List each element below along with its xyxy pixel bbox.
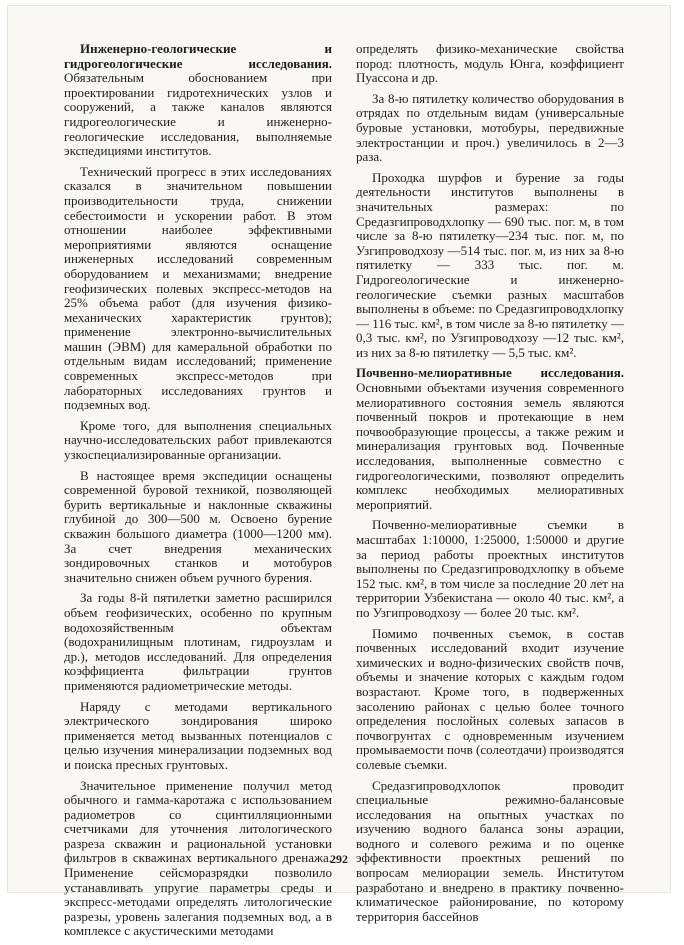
paragraph xyxy=(64,42,332,159)
paragraph-text: Технический прогресс в этих исследованиях сказался в значительном повышении производительности труда, снижении себестоимости и ускорении работ. В этом отношении наиболее эффективными мероприятиями являются оснащение инженерных исследований современным оборудованием и механизмами; внедрение геофизических полевых экспресс-методов на 25% объема работ (для изучения физико-механических характеристик грунтов); применение электронно-вычислительных машин (ЭВМ) для камеральной обработки по отдельным видам исследований; применение современных экспресс-методов при лабораторных исследованиях грунтов и подземных вод. xyxy=(64,163,332,413)
paragraph xyxy=(356,366,624,512)
paragraph-text: Почвенно-мелиоративные съемки в масштабах 1:10000, 1:25000, 1:50000 и другие за период работы проектных институтов выполнены по Средазгипроводхлопку в объеме 152 тыс. км², в том числе за последние 20 лет на территории Узбекистана — около 40 тыс. км², а по Узгипроводхозу — более 20 тыс. км². xyxy=(356,517,624,620)
paragraph xyxy=(64,591,332,693)
paragraph xyxy=(64,469,332,586)
section-heading: Почвенно-мелиоративные исследования. xyxy=(356,365,624,381)
paragraph xyxy=(64,700,332,773)
paragraph-text: Значительное применение получил метод обычного и гамма-каротажа с использованием радиометров со сцинтилляционными счетчиками для уточнения литологического разреза скважин и рациональной установки фильтров в скважинах вертикального дренажа. Применение сейсморазрядки позволило устанавливать упругие параметры среды и экспресс-методами определять литологические разрезы, уровень залегания подземных вод, а в комплексе с акустическими методами xyxy=(64,777,332,939)
paragraph xyxy=(64,419,332,463)
paragraph xyxy=(64,165,332,413)
paragraph xyxy=(356,171,624,361)
page-number: 292 xyxy=(330,852,348,866)
right-column xyxy=(356,42,624,930)
paragraph-text: Основными объектами изучения современного мелиоративного состояния земель являются почвенный покров и протекающие в нем почвообразующие процессы, а также режим и минерализация грунтовых вод. Почвенные исследования, выполненные совместно с гидрогеологическими, позволяют определить комплекс необходимых мелиоративных мероприятий. xyxy=(356,380,624,512)
paragraph xyxy=(356,92,624,165)
left-column xyxy=(64,42,332,945)
paragraph-text: За 8-ю пятилетку количество оборудования в отрядах по отдельным видам (универсальные буровые установки, мотобуры, передвижные электростанции и проч.) увеличилось в 2—3 раза. xyxy=(356,90,624,165)
paragraph-text: Помимо почвенных съемок, в состав почвенных исследований входит изучение химических и водно-физических свойств почв, объемы и значение которых с каждым годом возрастают. Кроме того, в подверженных засолению районах с целью более точного определения послойных солевых запасов в почвогрунтах с одновременным изучением промываемости почв (солеотдачи) производятся солевые съемки. xyxy=(356,625,624,772)
paragraph-text: определять физико-механические свойства пород: плотность, модуль Юнга, коэффициент Пуассона и др. xyxy=(356,41,624,86)
paragraph xyxy=(356,518,624,620)
section-heading: Инженерно-геологические и гидрогеологические исследования. xyxy=(64,41,332,71)
paragraph-text: Средазгипроводхлопок проводит специальные режимно-балансовые исследования на опытных участках по изучению водного баланса зоны аэрации, водного и солевого режима и по оценке эффективности проектных решений по вопросам мелиорации земель. Институтом разработано и внедрено в практику почвенно-климатическое районирование, по которому территория бассейнов xyxy=(356,777,624,924)
paragraph-text: Кроме того, для выполнения специальных научно-исследовательских работ привлекаются узкоспециализированные организации. xyxy=(64,417,332,463)
paragraph-text: За годы 8-й пятилетки заметно расширился объем геофизических, особенно по крупным водохозяйственным объектам (водохранилищным плотинам, гидроузлам и др.), методов исследований. Для определения коэффициента фильтрации грунтов применяются радиометрические методы. xyxy=(64,590,332,693)
document-page xyxy=(8,6,670,939)
paragraph xyxy=(356,627,624,773)
paragraph-text: В настоящее время экспедиции оснащены современной буровой техникой, позволяющей бурить вертикальные и наклонные скважины глубиной до 300—500 м. Освоено бурение скважин большого диаметра (1000—1200 мм). За счет внедрения механических зондировочных станков и мотобуров значительно снижен объем ручного бурения. xyxy=(64,467,332,585)
paragraph-text: Обязательным обоснованием при проектировании гидротехнических узлов и сооружений, а также каналов являются гидрогеологические и инженерно-геологические исследования, выполняемые экспедициями институтов. xyxy=(64,70,332,159)
paragraph xyxy=(356,42,624,86)
paragraph-text: Проходка шурфов и бурение за годы деятельности институтов выполнены в значительных размерах: по Средазгипроводхлопку — 690 тыс. пог. м, в том числе за 8-ю пятилетку—234 тыс. пог. м, по Узгипроводхозу —514 тыс. пог. м, из них за 8-ю пятилетку — 333 тыс. пог. м. Гидрогеологические и инженерно-геологические съемки разных масштабов выполнены в объеме: по Средазгипроводхлопку — 116 тыс. км², в том числе за 8-ю пятилетку —0,3 тыс. км², по Узгипроводхозу —12 тыс. км², из них за 8-ю пятилетку — 5,5 тыс. км². xyxy=(356,169,624,360)
paragraph-text: Наряду с методами вертикального электрического зондирования широко применяется метод вызванных потенциалов с целью изучения минерализации подземных вод и поиска пресных грунтовых. xyxy=(64,698,332,772)
